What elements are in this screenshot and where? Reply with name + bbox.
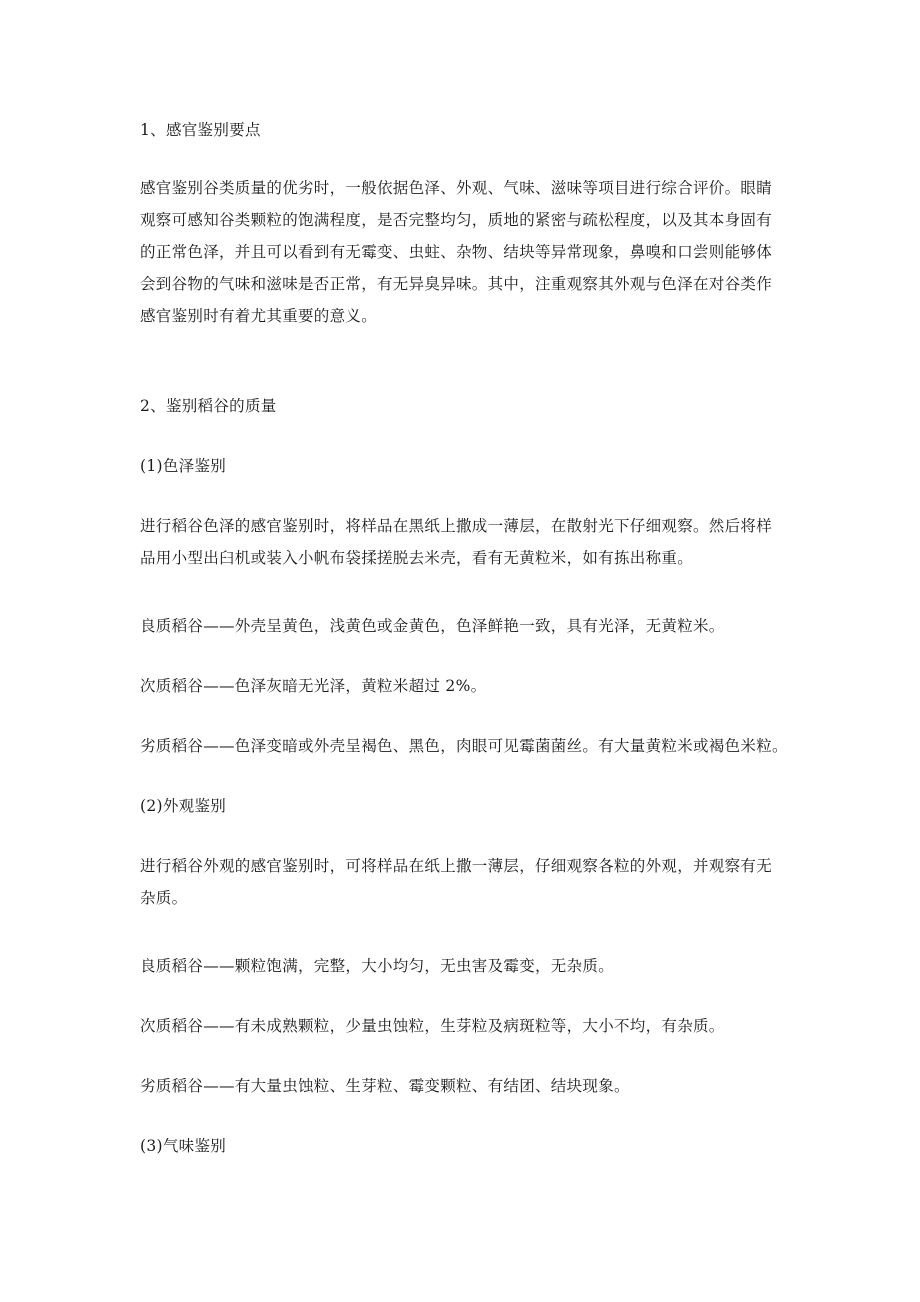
paragraph-color-medium <box>140 670 790 702</box>
text-line: (3)气味鉴别 <box>140 1137 227 1155</box>
text-line: 次质稻谷——有未成熟颗粒，少量虫蚀粒，生芽粒及病斑粒等，大小不均，有杂质。 <box>140 1017 725 1035</box>
paragraph-appearance-medium <box>140 1010 790 1042</box>
heading-rice-quality <box>140 390 790 422</box>
paragraph-appearance-good <box>140 950 790 982</box>
subheading-color <box>140 450 790 482</box>
text-line: 进行稻谷色泽的感官鉴别时，将样品在黑纸上撒成一薄层，在散射光下仔细观察。然后将样 <box>140 517 773 535</box>
subheading-odor <box>140 1130 790 1162</box>
text-line: 1、感官鉴别要点 <box>140 121 261 139</box>
text-line: 感官鉴别谷类质量的优劣时，一般依据色泽、外观、气味、滋味等项目进行综合评价。眼睛 <box>140 179 773 197</box>
text-line: 的正常色泽，并且可以看到有无霉变、虫蛀、杂物、结块等异常现象，鼻嗅和口尝则能够体 <box>140 243 773 261</box>
paragraph-appearance-poor <box>140 1070 790 1102</box>
text-line: 良质稻谷——颗粒饱满，完整，大小均匀，无虫害及霉变，无杂质。 <box>140 957 615 975</box>
text-line: 劣质稻谷——色泽变暗或外壳呈褐色、黑色，肉眼可见霉菌菌丝。有大量黄粒米或褐色米粒。 <box>140 737 788 755</box>
text-line: 进行稻谷外观的感官鉴别时，可将样品在纸上撒一薄层，仔细观察各粒的外观，并观察有无 <box>140 857 773 875</box>
text-line: 品用小型出臼机或装入小帆布袋揉搓脱去米壳，看有无黄粒米，如有拣出称重。 <box>140 549 694 567</box>
paragraph-color-poor <box>140 730 790 762</box>
heading-sensory-points <box>140 114 790 146</box>
paragraph-color-method <box>140 510 790 574</box>
text-line: 杂质。 <box>140 889 188 907</box>
text-line: 观察可感知谷类颗粒的饱满程度，是否完整均匀，质地的紧密与疏松程度，以及其本身固有 <box>140 211 773 229</box>
text-line: 感官鉴别时有着尤其重要的意义。 <box>140 307 378 325</box>
text-line: 2、鉴别稻谷的质量 <box>140 397 277 415</box>
text-line: 会到谷物的气味和滋味是否正常，有无异臭异味。其中，注重观察其外观与色泽在对谷类作 <box>140 275 773 293</box>
text-line: (1)色泽鉴别 <box>140 457 227 475</box>
text-line: 次质稻谷——色泽灰暗无光泽，黄粒米超过 2%。 <box>140 677 487 695</box>
paragraph-intro <box>140 172 790 332</box>
paragraph-color-good <box>140 610 790 642</box>
subheading-appearance <box>140 790 790 822</box>
paragraph-appearance-method <box>140 850 790 914</box>
text-line: 良质稻谷——外壳呈黄色，浅黄色或金黄色，色泽鲜艳一致，具有光泽，无黄粒米。 <box>140 617 725 635</box>
text-line: (2)外观鉴别 <box>140 797 227 815</box>
text-line: 劣质稻谷——有大量虫蚀粒、生芽粒、霉变颗粒、有结团、结块现象。 <box>140 1077 630 1095</box>
